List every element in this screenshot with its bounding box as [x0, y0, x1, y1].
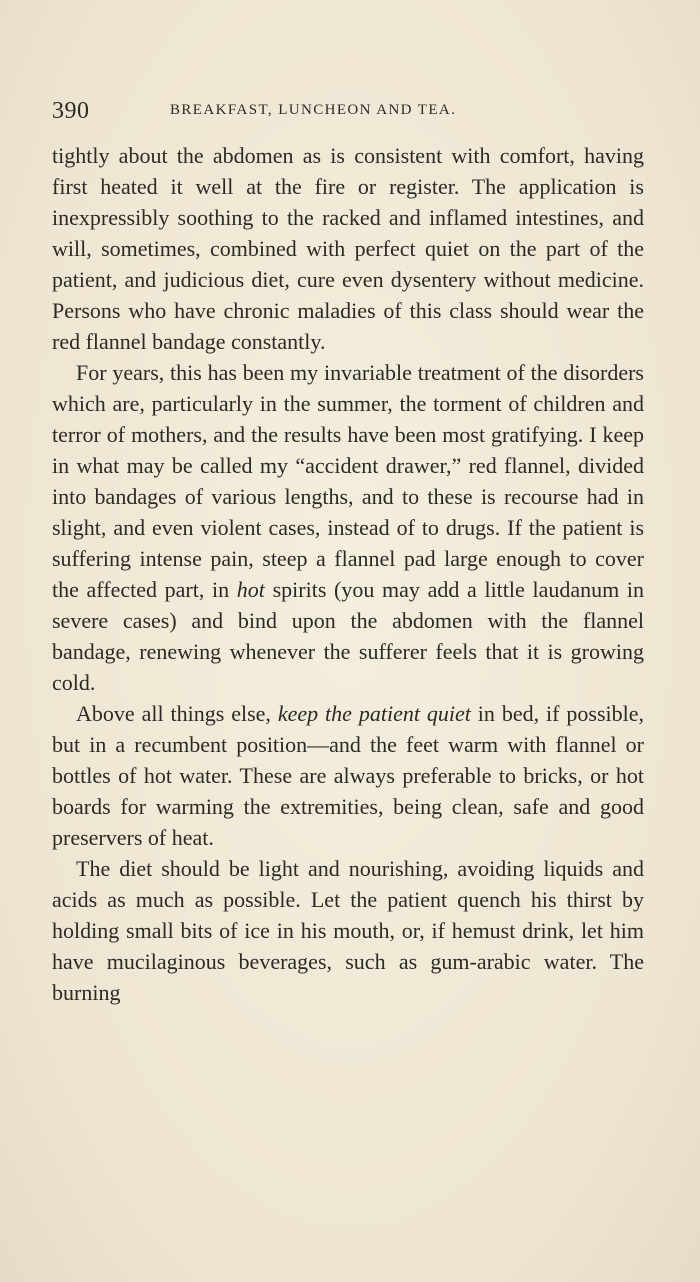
paragraph-3-emphasis: keep the patient quiet — [277, 701, 471, 726]
running-head: BREAKFAST, LUNCHEON AND TEA. — [170, 102, 457, 118]
paragraph-2-text-a: For years, this has been my invariable treatment of the disorders which are, particularly in the summer, the torment of children and terror of mothers, and the results have been most gratifying. I keep in what may be called my “accident drawer,” red flannel, divided into bandages of various lengths, and to these is recourse had in slight, and even violent cases, instead of to drugs. If the patient is suffering intense pain, steep a flannel pad large enough to cover the affected part, in — [52, 360, 644, 602]
paragraph-2-emphasis: hot — [236, 577, 265, 602]
paragraph-2 — [52, 357, 644, 698]
paragraph-1: tightly about the abdomen as is consistent with comfort, having first heated it well at the fire or register. The application is inexpressibly soothing to the racked and inflamed intestines, and will, sometimes, combined with perfect quiet on the part of the patient, and judicious diet, cure even dysentery without medicine. Persons who have chronic maladies of this class should wear the red flannel bandage constantly. — [52, 143, 644, 354]
paragraph-4: The diet should be light and nourishing, avoiding liquids and acids as much as possible. Let the patient quench his thirst by holding small bits of ice in his mouth, or, if hemust drink, let him have mucilaginous beverages, such as gum-arabic water. The burning — [52, 856, 644, 1005]
paragraph-3-text-b: in bed, if possible, but in a recumbent position—and the feet warm with flannel or bottles of hot water. These are always preferable to bricks, or hot boards for warming the extremities, being clean, safe and good preservers of heat. — [52, 701, 644, 850]
body-text — [52, 140, 644, 1008]
paragraph-3 — [52, 698, 644, 853]
paragraph-2-text-b: spirits (you may add a little laudanum in severe cases) and bind upon the abdomen with the flannel bandage, renewing whenever the sufferer feels that it is growing cold. — [52, 577, 644, 695]
page-header — [52, 98, 642, 128]
page-number: 390 — [52, 98, 90, 124]
paragraph-3-text-a: Above all things else, — [76, 701, 278, 726]
